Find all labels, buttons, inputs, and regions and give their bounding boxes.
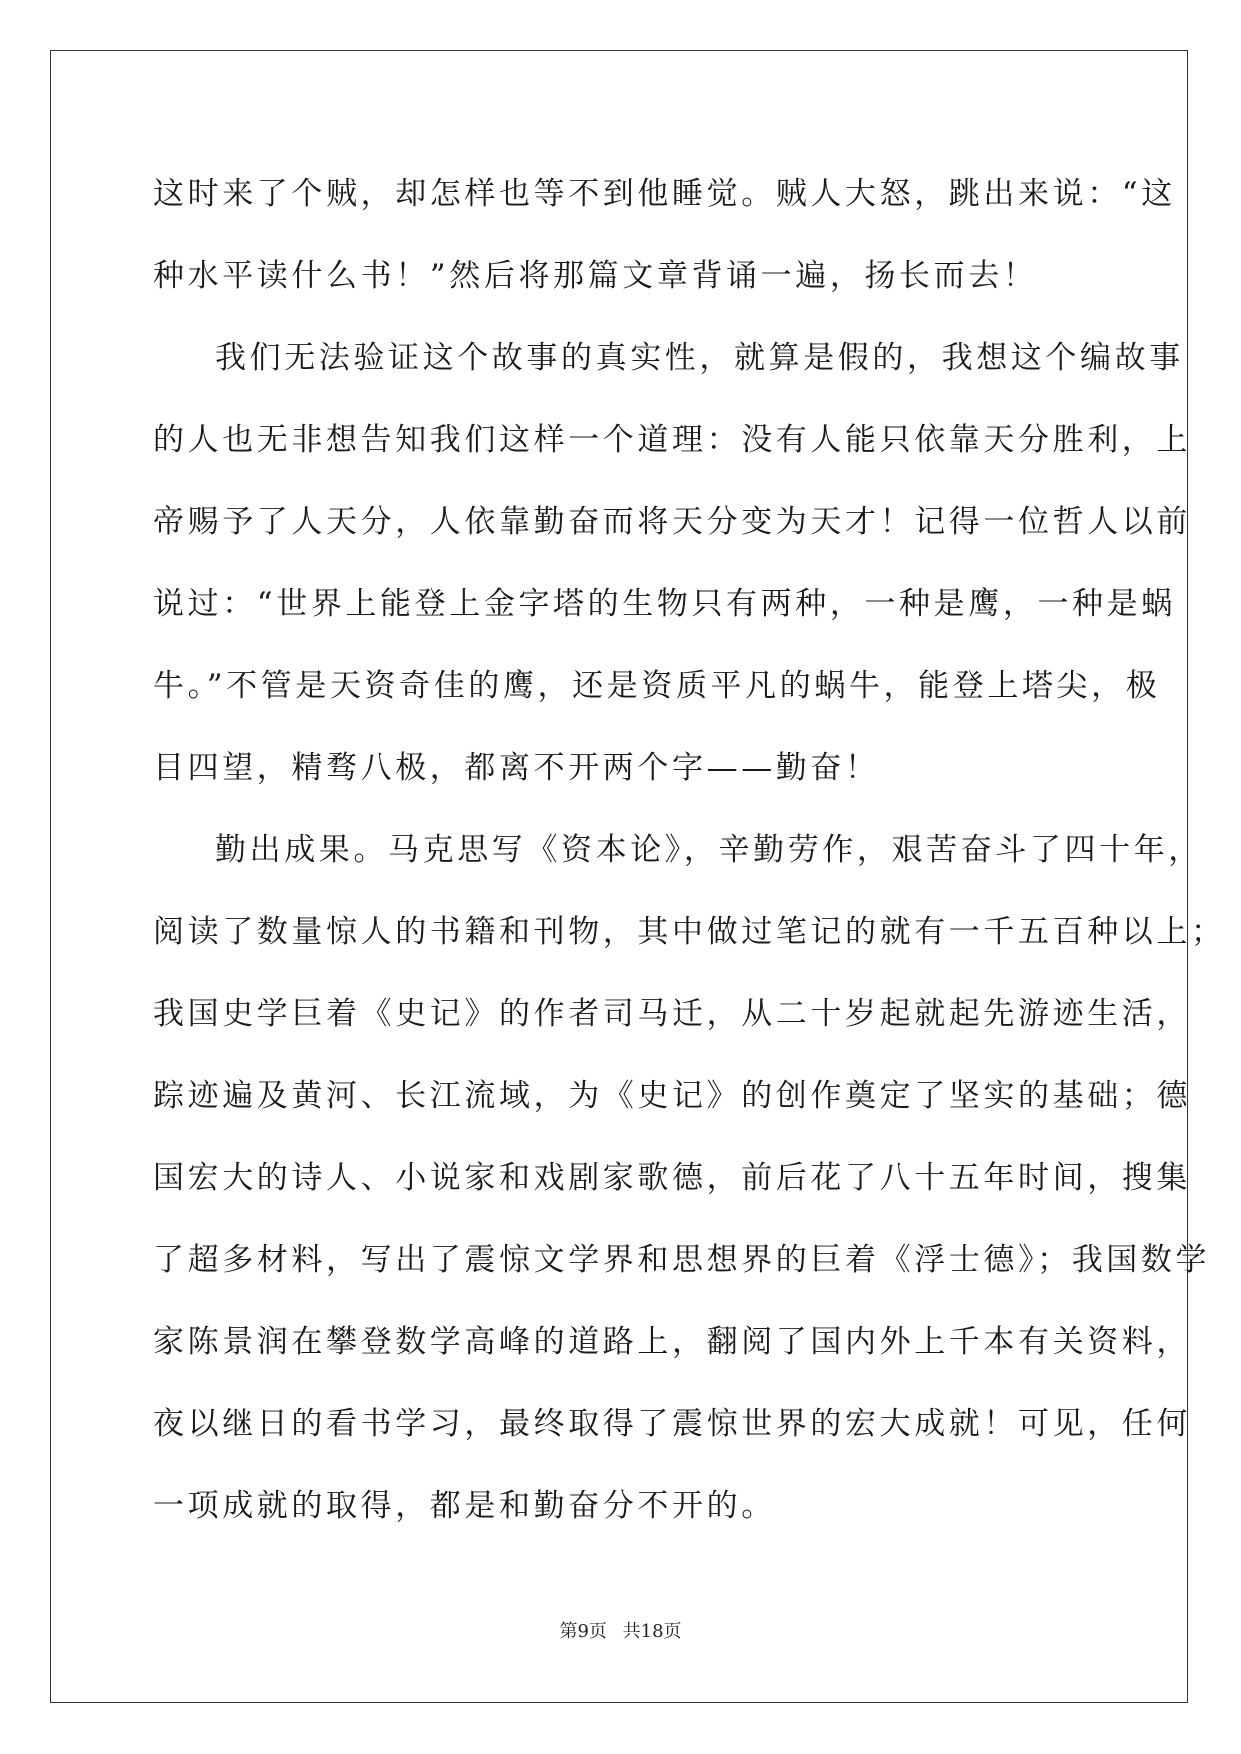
text-line: 踪迹遍及黄河、长江流域，为《史记》的创作奠定了坚实的基础；德 — [153, 1078, 1191, 1114]
text-line: 帝赐予了人天分，人依靠勤奋而将天分变为天才！记得一位哲人以前 — [153, 504, 1191, 540]
text-line: 目四望，精骛八极，都离不开两个字——勤奋！ — [153, 750, 880, 786]
text-line: 勤出成果。马克思写《资本论》，辛勤劳作，艰苦奋斗了四十年， — [215, 832, 1203, 868]
text-line: 说过：“世界上能登上金字塔的生物只有两种，一种是鹰，一种是蜗 — [153, 586, 1176, 622]
text-line: 阅读了数量惊人的书籍和刊物，其中做过笔记的就有一千五百种以上； — [153, 914, 1226, 950]
page-number: 第9页 — [559, 1621, 607, 1642]
page-total: 共18页 — [622, 1621, 682, 1642]
text-line: 我国史学巨着《史记》的作者司马迁，从二十岁起就起先游迹生活， — [153, 996, 1191, 1032]
text-line: 种水平读什么书！”然后将那篇文章背诵一遍，扬长而去！ — [153, 258, 1038, 294]
text-line: 我们无法验证这个故事的真实性，就算是假的，我想这个编故事 — [215, 340, 1184, 376]
text-line: 国宏大的诗人、小说家和戏剧家歌德，前后花了八十五年时间，搜集 — [153, 1160, 1191, 1196]
text-line: 家陈景润在攀登数学高峰的道路上，翻阅了国内外上千本有关资料， — [153, 1324, 1191, 1360]
text-line: 夜以继日的看书学习，最终取得了震惊世界的宏大成就！可见，任何 — [153, 1406, 1191, 1442]
text-line: 牛。”不管是天资奇佳的鹰，还是资质平凡的蜗牛，能登上塔尖，极 — [153, 668, 1161, 704]
text-line: 一项成就的取得，都是和勤奋分不开的。 — [153, 1488, 776, 1524]
document-body — [153, 153, 1226, 1547]
text-line: 这时来了个贼，却怎样也等不到他睡觉。贼人大怒，跳出来说：“这 — [153, 176, 1176, 212]
page-footer — [0, 1617, 1241, 1643]
text-line: 的人也无非想告知我们这样一个道理：没有人能只依靠天分胜利，上 — [153, 422, 1191, 458]
text-line: 了超多材料，写出了震惊文学界和思想界的巨着《浮士德》；我国数学 — [153, 1242, 1211, 1278]
